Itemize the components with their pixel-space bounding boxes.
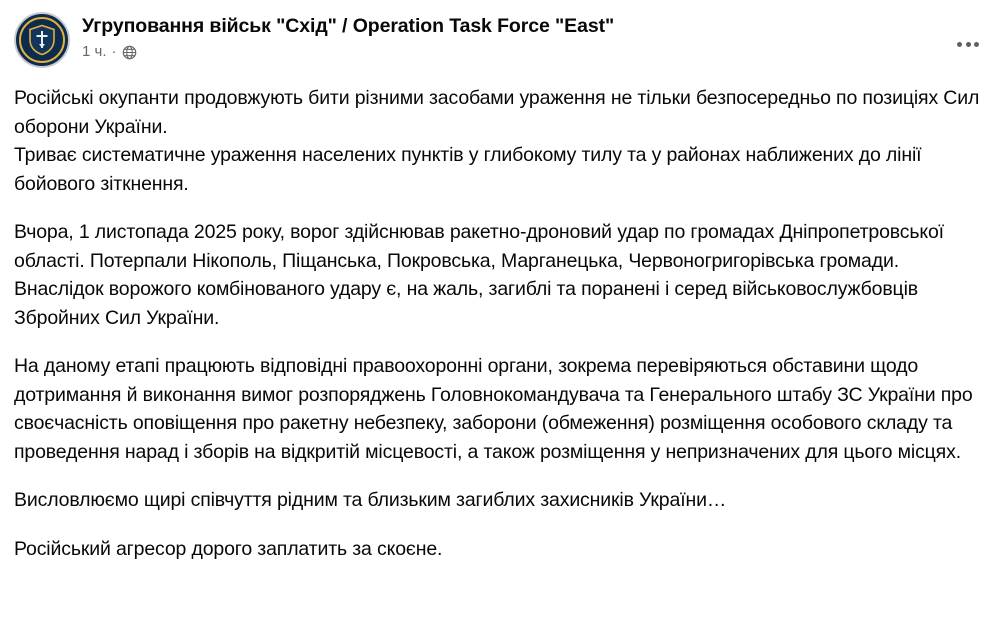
ellipsis-icon: [957, 42, 962, 47]
post-paragraph: На даному етапі працюють відповідні правоохоронні органи, зокрема перевіряються обставини щодо дотримання й виконання вимог розпоряджень Головнокомандувача та Генерального штабу ЗС України про своєчасність оповіщення про ракетну небезпеку, заборони (обмеження) розміщення особового складу та проведення нарад і зборів на відкритій місцевості, а також розміщення у непризначених для цього місцях.: [14, 355, 973, 463]
post-meta: [82, 43, 614, 61]
meta-separator: ·: [111, 43, 117, 60]
post-paragraph: Російський агресор дорого заплатить за скоєне.: [14, 537, 443, 560]
more-options-button[interactable]: [950, 26, 986, 62]
ellipsis-icon: [974, 42, 979, 47]
post-timestamp[interactable]: 1 ч.: [82, 43, 107, 60]
post-paragraph: Російські окупанти продовжують бити різними засобами ураження не тільки безпосередньо по позиціях Сил оборони України.: [14, 87, 980, 138]
page-name[interactable]: Угруповання військ "Схід" / Operation Task Force "East": [82, 15, 615, 37]
post-paragraph: Вчора, 1 листопада 2025 року, ворог здійснював ракетно-дроновий удар по громадах Дніпропетровської області. Потерпали Нікополь, Піщанська, Покровська, Марганецька, Червоногригорівська громади.: [14, 221, 944, 272]
ellipsis-icon: [966, 42, 971, 47]
post-paragraph: Висловлюємо щирі співчуття рідним та близьким загиблих захисників України…: [14, 489, 727, 511]
globe-icon[interactable]: [122, 45, 137, 60]
post-body: [14, 84, 992, 563]
post-paragraph: Триває систематичне ураження населених пунктів у глибокому тилу та у районах наближених до лінії бойового зіткнення.: [14, 144, 922, 195]
avatar-ring: [19, 17, 65, 63]
avatar[interactable]: [14, 12, 70, 68]
post-header-text: [82, 12, 614, 61]
post-header: [14, 12, 992, 70]
post-paragraph: Внаслідок ворожого комбінованого удару є, на жаль, загиблі та поранені і серед військовослужбовців Збройних Сил України.: [14, 278, 918, 329]
